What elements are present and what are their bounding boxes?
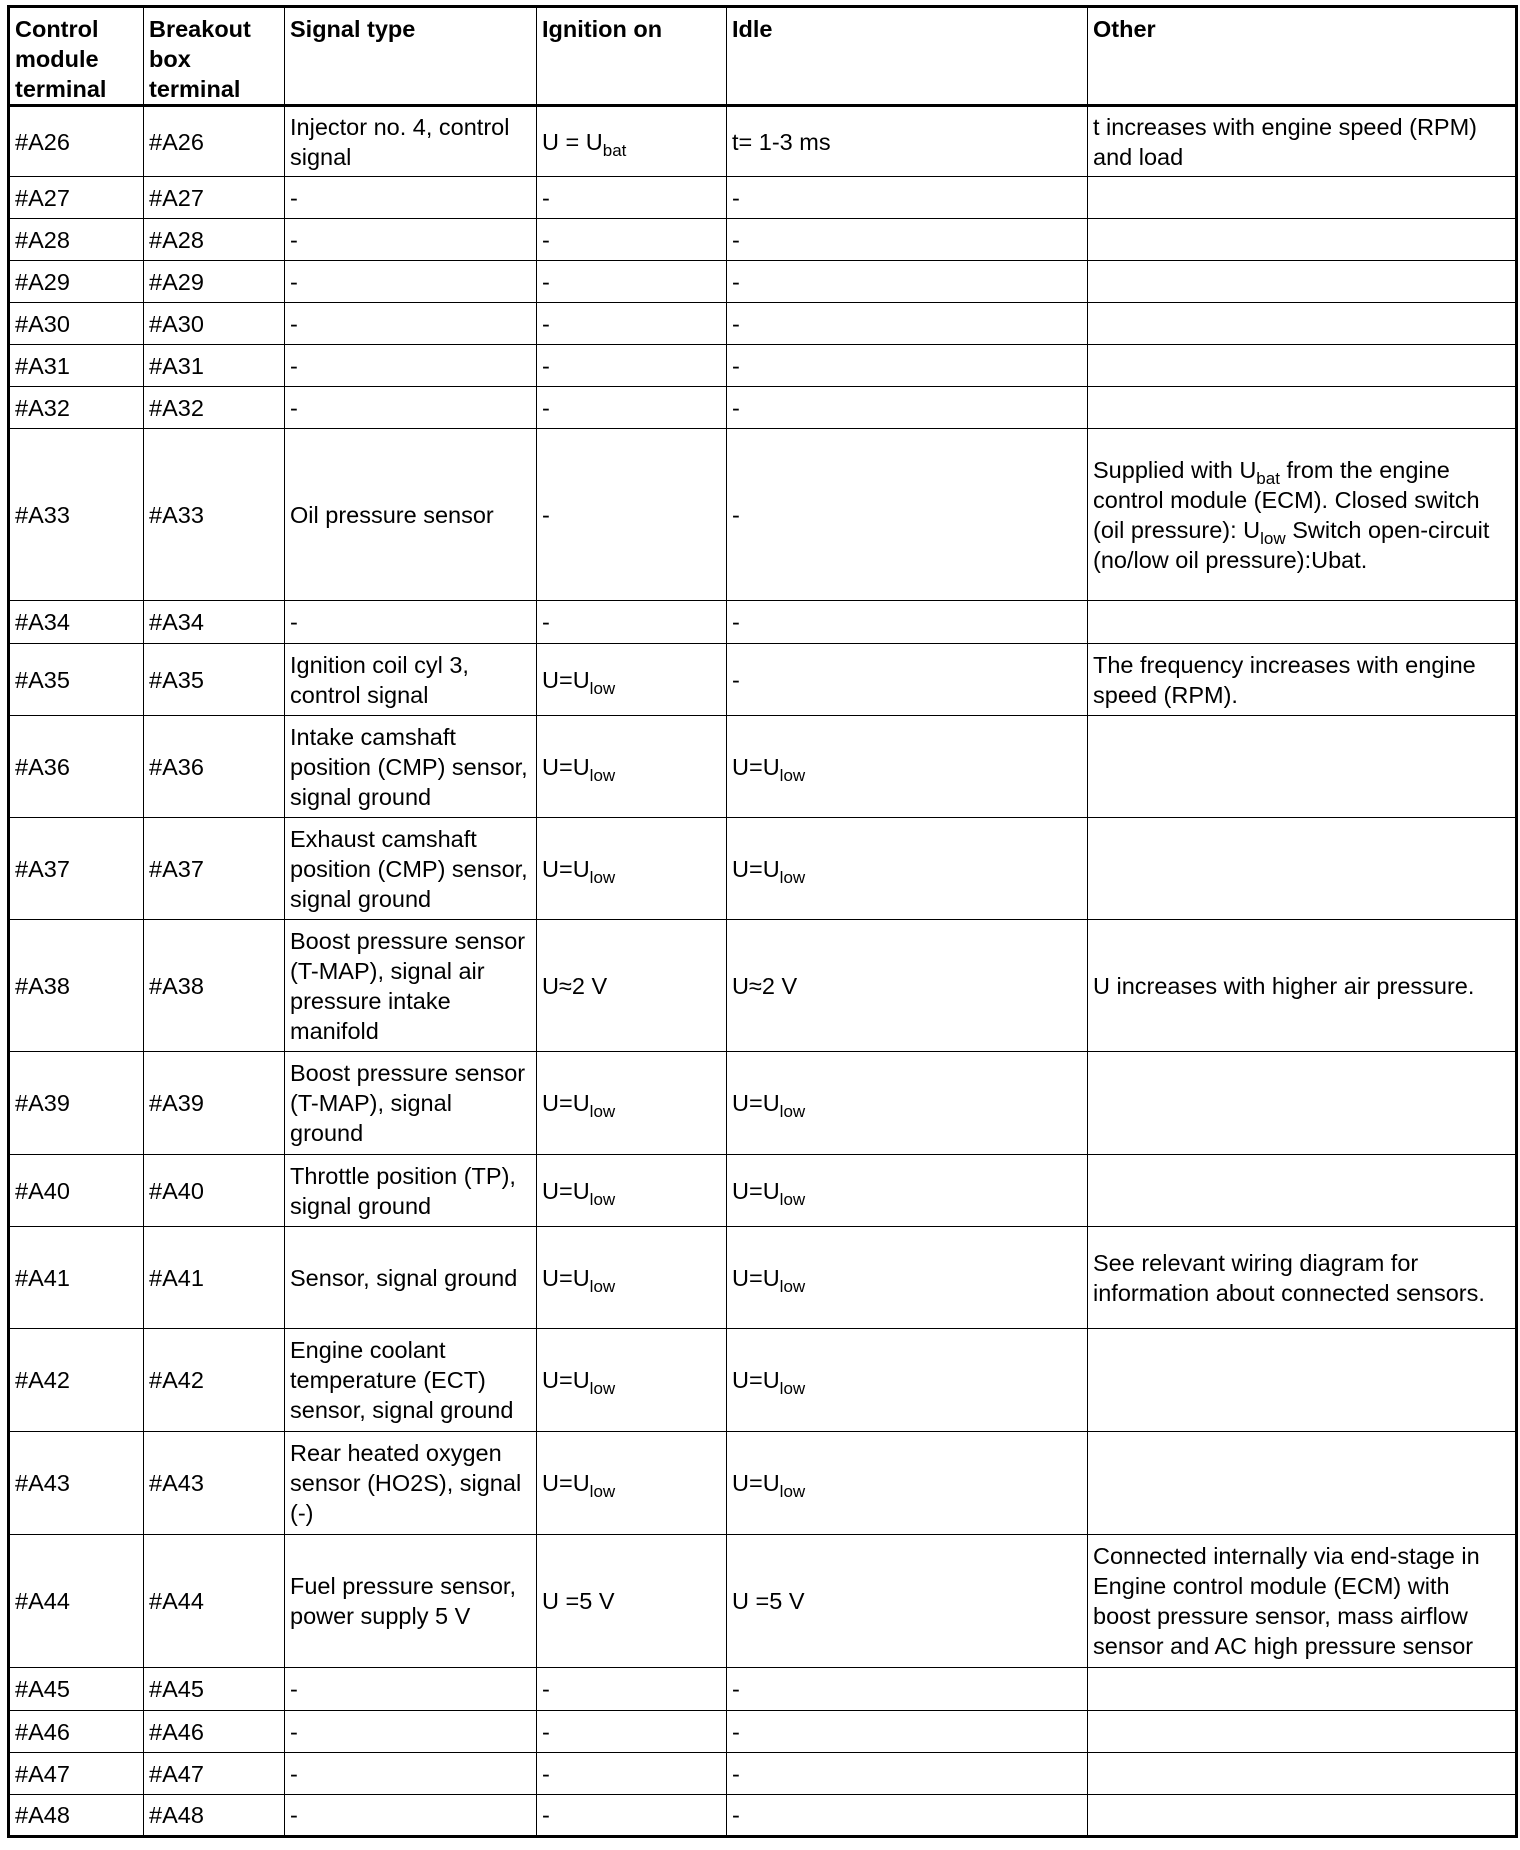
cell-ignition-on xyxy=(537,1432,727,1535)
cell-other xyxy=(1088,1795,1517,1837)
cell-ignition-on xyxy=(537,1052,727,1155)
subscript-text: low xyxy=(589,1276,616,1296)
cell-ignition-on xyxy=(537,1795,727,1837)
cell-ignition-on xyxy=(537,106,727,177)
cell-idle xyxy=(727,1795,1088,1837)
cell-text: U = U xyxy=(542,128,603,155)
cell-breakout-box-terminal: #A43 xyxy=(144,1432,285,1535)
table-row xyxy=(9,1052,1517,1155)
cell-breakout-box-terminal: #A31 xyxy=(144,345,285,387)
subscript-text: low xyxy=(589,867,616,887)
table-row xyxy=(9,1155,1517,1227)
table-row xyxy=(9,261,1517,303)
cell-text: - xyxy=(732,609,740,635)
cell-text: - xyxy=(542,609,550,635)
cell-idle xyxy=(727,716,1088,818)
cell-idle xyxy=(727,345,1088,387)
cell-control-module-terminal: #A35 xyxy=(9,644,144,716)
cell-other xyxy=(1088,644,1517,716)
cell-idle xyxy=(727,818,1088,920)
cell-control-module-terminal: #A26 xyxy=(9,106,144,177)
cell-text: from the engine control module (ECM). Closed switch (oil pressure): U xyxy=(1093,456,1480,543)
cell-control-module-terminal: #A41 xyxy=(9,1227,144,1329)
subscript-text: low xyxy=(589,1481,616,1501)
cell-text: - xyxy=(542,268,550,295)
cell-other xyxy=(1088,601,1517,644)
subscript-text: bat xyxy=(1256,468,1280,488)
cell-text: - xyxy=(732,1718,740,1745)
pinout-table xyxy=(7,5,1518,1838)
cell-signal-type: Intake camshaft position (CMP) sensor, signal ground xyxy=(285,716,537,818)
cell-other xyxy=(1088,818,1517,920)
cell-breakout-box-terminal: #A37 xyxy=(144,818,285,920)
cell-ignition-on xyxy=(537,644,727,716)
cell-control-module-terminal: #A47 xyxy=(9,1753,144,1795)
cell-signal-type: Throttle position (TP), signal ground xyxy=(285,1155,537,1227)
table-row xyxy=(9,920,1517,1052)
cell-other xyxy=(1088,106,1517,177)
cell-ignition-on xyxy=(537,1329,727,1432)
pinout-sheet xyxy=(7,5,1515,1838)
cell-signal-type: Fuel pressure sensor, power supply 5 V xyxy=(285,1535,537,1668)
cell-text: - xyxy=(542,310,550,337)
cell-text: U=U xyxy=(732,1177,780,1204)
cell-signal-type: - xyxy=(285,303,537,345)
cell-text: - xyxy=(732,1802,740,1828)
cell-other xyxy=(1088,177,1517,219)
cell-ignition-on xyxy=(537,387,727,429)
cell-text: - xyxy=(542,184,550,211)
cell-idle xyxy=(727,1711,1088,1753)
cell-breakout-box-terminal: #A27 xyxy=(144,177,285,219)
cell-signal-type: - xyxy=(285,387,537,429)
cell-signal-type: Exhaust camshaft position (CMP) sensor, signal ground xyxy=(285,818,537,920)
table-row xyxy=(9,1753,1517,1795)
cell-text: U=U xyxy=(732,1090,780,1116)
table-row xyxy=(9,716,1517,818)
header-breakout-box-terminal: Breakout box terminal xyxy=(144,7,285,106)
cell-control-module-terminal: #A37 xyxy=(9,818,144,920)
cell-signal-type: - xyxy=(285,261,537,303)
cell-control-module-terminal: #A48 xyxy=(9,1795,144,1837)
cell-text: - xyxy=(542,501,550,528)
table-row xyxy=(9,1535,1517,1668)
cell-breakout-box-terminal: #A30 xyxy=(144,303,285,345)
table-row xyxy=(9,387,1517,429)
cell-control-module-terminal: #A36 xyxy=(9,716,144,818)
cell-ignition-on xyxy=(537,429,727,601)
cell-text: - xyxy=(732,226,740,253)
cell-idle xyxy=(727,1329,1088,1432)
cell-signal-type: - xyxy=(285,345,537,387)
cell-control-module-terminal: #A38 xyxy=(9,920,144,1052)
cell-breakout-box-terminal: #A46 xyxy=(144,1711,285,1753)
cell-breakout-box-terminal: #A41 xyxy=(144,1227,285,1329)
cell-breakout-box-terminal: #A39 xyxy=(144,1052,285,1155)
cell-text: U=U xyxy=(732,1264,780,1291)
cell-text: - xyxy=(732,352,740,379)
cell-breakout-box-terminal: #A28 xyxy=(144,219,285,261)
table-row xyxy=(9,1711,1517,1753)
cell-idle xyxy=(727,177,1088,219)
cell-other xyxy=(1088,1155,1517,1227)
cell-idle xyxy=(727,1155,1088,1227)
table-row xyxy=(9,345,1517,387)
cell-other xyxy=(1088,429,1517,601)
cell-signal-type: Boost pressure sensor (T-MAP), signal ground xyxy=(285,1052,537,1155)
table-row xyxy=(9,644,1517,716)
cell-control-module-terminal: #A42 xyxy=(9,1329,144,1432)
cell-other xyxy=(1088,345,1517,387)
cell-other xyxy=(1088,1535,1517,1668)
cell-ignition-on xyxy=(537,1711,727,1753)
cell-text: - xyxy=(542,1676,550,1702)
cell-breakout-box-terminal: #A34 xyxy=(144,601,285,644)
cell-idle xyxy=(727,303,1088,345)
cell-text: Connected internally via end-stage in Engine control module (ECM) with boost pressure sensor, mass airflow sensor and AC high pressure sensor xyxy=(1093,1543,1480,1659)
table-row xyxy=(9,1432,1517,1535)
cell-text: The frequency increases with engine speed (RPM). xyxy=(1093,651,1476,708)
cell-text: U=U xyxy=(542,1367,590,1393)
cell-ignition-on xyxy=(537,219,727,261)
header-ignition-on: Ignition on xyxy=(537,7,727,106)
cell-ignition-on xyxy=(537,1155,727,1227)
cell-breakout-box-terminal: #A42 xyxy=(144,1329,285,1432)
table-row xyxy=(9,1668,1517,1711)
cell-text: - xyxy=(732,501,740,528)
cell-other xyxy=(1088,1711,1517,1753)
cell-text: U=U xyxy=(542,855,590,882)
cell-other xyxy=(1088,1227,1517,1329)
header-idle: Idle xyxy=(727,7,1088,106)
cell-ignition-on xyxy=(537,1668,727,1711)
cell-ignition-on xyxy=(537,1227,727,1329)
table-row xyxy=(9,177,1517,219)
cell-breakout-box-terminal: #A47 xyxy=(144,1753,285,1795)
cell-breakout-box-terminal: #A45 xyxy=(144,1668,285,1711)
cell-control-module-terminal: #A43 xyxy=(9,1432,144,1535)
cell-text: U≈2 V xyxy=(732,972,798,999)
cell-text: U=U xyxy=(732,753,780,780)
cell-signal-type: Rear heated oxygen sensor (HO2S), signal (-) xyxy=(285,1432,537,1535)
header-signal-type: Signal type xyxy=(285,7,537,106)
cell-idle xyxy=(727,106,1088,177)
cell-control-module-terminal: #A31 xyxy=(9,345,144,387)
subscript-text: low xyxy=(779,867,806,887)
cell-control-module-terminal: #A40 xyxy=(9,1155,144,1227)
cell-text: U=U xyxy=(732,855,780,882)
cell-breakout-box-terminal: #A38 xyxy=(144,920,285,1052)
cell-signal-type: Injector no. 4, control signal xyxy=(285,106,537,177)
cell-ignition-on xyxy=(537,716,727,818)
cell-other xyxy=(1088,1329,1517,1432)
cell-control-module-terminal: #A29 xyxy=(9,261,144,303)
subscript-text: low xyxy=(779,1481,806,1501)
header-control-module-terminal: Control module terminal xyxy=(9,7,144,106)
cell-idle xyxy=(727,219,1088,261)
cell-signal-type: Boost pressure sensor (T-MAP), signal air pressure intake manifold xyxy=(285,920,537,1052)
table-row xyxy=(9,1329,1517,1432)
cell-text: - xyxy=(732,394,740,421)
cell-ignition-on xyxy=(537,601,727,644)
cell-control-module-terminal: #A30 xyxy=(9,303,144,345)
cell-ignition-on xyxy=(537,1535,727,1668)
cell-idle xyxy=(727,261,1088,303)
cell-control-module-terminal: #A44 xyxy=(9,1535,144,1668)
cell-other xyxy=(1088,1753,1517,1795)
cell-text: - xyxy=(542,226,550,253)
table-row xyxy=(9,106,1517,177)
cell-text: - xyxy=(732,666,740,693)
cell-text: - xyxy=(542,1802,550,1828)
cell-ignition-on xyxy=(537,177,727,219)
cell-signal-type: - xyxy=(285,601,537,644)
cell-control-module-terminal: #A46 xyxy=(9,1711,144,1753)
cell-other xyxy=(1088,920,1517,1052)
table-row xyxy=(9,818,1517,920)
cell-text: U=U xyxy=(542,753,590,780)
cell-control-module-terminal: #A32 xyxy=(9,387,144,429)
subscript-text: low xyxy=(779,1101,806,1121)
table-row xyxy=(9,303,1517,345)
cell-signal-type: - xyxy=(285,1795,537,1837)
cell-text: - xyxy=(542,394,550,421)
cell-text: U =5 V xyxy=(542,1588,615,1614)
subscript-text: low xyxy=(589,678,616,698)
cell-text: U=U xyxy=(542,1264,590,1291)
cell-breakout-box-terminal: #A36 xyxy=(144,716,285,818)
cell-breakout-box-terminal: #A48 xyxy=(144,1795,285,1837)
table-row xyxy=(9,1795,1517,1837)
table-row xyxy=(9,1227,1517,1329)
cell-breakout-box-terminal: #A40 xyxy=(144,1155,285,1227)
cell-text: U=U xyxy=(732,1367,780,1393)
cell-ignition-on xyxy=(537,345,727,387)
cell-breakout-box-terminal: #A26 xyxy=(144,106,285,177)
cell-signal-type: Oil pressure sensor xyxy=(285,429,537,601)
cell-idle xyxy=(727,601,1088,644)
cell-text: - xyxy=(732,184,740,211)
cell-control-module-terminal: #A28 xyxy=(9,219,144,261)
subscript-text: low xyxy=(589,1101,616,1121)
cell-text: U=U xyxy=(542,666,590,693)
cell-idle xyxy=(727,644,1088,716)
cell-text: - xyxy=(542,1718,550,1745)
table-body xyxy=(9,106,1517,1837)
cell-idle xyxy=(727,387,1088,429)
cell-idle xyxy=(727,1753,1088,1795)
cell-idle xyxy=(727,1668,1088,1711)
cell-other xyxy=(1088,716,1517,818)
table-row xyxy=(9,429,1517,601)
cell-text: - xyxy=(542,352,550,379)
cell-signal-type: - xyxy=(285,177,537,219)
cell-text: - xyxy=(732,1760,740,1787)
cell-idle xyxy=(727,1227,1088,1329)
subscript-text: low xyxy=(779,1378,806,1398)
cell-ignition-on xyxy=(537,261,727,303)
cell-other xyxy=(1088,1432,1517,1535)
cell-idle xyxy=(727,429,1088,601)
cell-other xyxy=(1088,261,1517,303)
table-row xyxy=(9,219,1517,261)
cell-other xyxy=(1088,1052,1517,1155)
subscript-text: bat xyxy=(602,140,627,160)
cell-text: U=U xyxy=(542,1177,590,1204)
cell-ignition-on xyxy=(537,818,727,920)
cell-signal-type: - xyxy=(285,1668,537,1711)
cell-control-module-terminal: #A45 xyxy=(9,1668,144,1711)
cell-signal-type: - xyxy=(285,1753,537,1795)
cell-other xyxy=(1088,219,1517,261)
cell-control-module-terminal: #A33 xyxy=(9,429,144,601)
cell-text: U≈2 V xyxy=(542,972,608,999)
subscript-text: low xyxy=(589,765,616,785)
subscript-text: low xyxy=(779,765,806,785)
table-header-row xyxy=(9,7,1517,106)
cell-breakout-box-terminal: #A32 xyxy=(144,387,285,429)
cell-signal-type: - xyxy=(285,1711,537,1753)
cell-text: Switch open-circuit (no/low oil pressure):Ubat. xyxy=(1093,516,1490,573)
cell-breakout-box-terminal: #A29 xyxy=(144,261,285,303)
cell-other xyxy=(1088,387,1517,429)
cell-signal-type: - xyxy=(285,219,537,261)
cell-signal-type: Sensor, signal ground xyxy=(285,1227,537,1329)
cell-idle xyxy=(727,1052,1088,1155)
subscript-text: low xyxy=(589,1189,616,1209)
cell-control-module-terminal: #A34 xyxy=(9,601,144,644)
cell-text: t increases with engine speed (RPM) and load xyxy=(1093,113,1478,170)
cell-control-module-terminal: #A27 xyxy=(9,177,144,219)
cell-signal-type: Engine coolant temperature (ECT) sensor, signal ground xyxy=(285,1329,537,1432)
table-row xyxy=(9,601,1517,644)
cell-control-module-terminal: #A39 xyxy=(9,1052,144,1155)
cell-idle xyxy=(727,920,1088,1052)
subscript-text: low xyxy=(1260,528,1286,548)
cell-text: U =5 V xyxy=(732,1588,805,1614)
cell-ignition-on xyxy=(537,1753,727,1795)
cell-text: U=U xyxy=(542,1470,590,1496)
cell-idle xyxy=(727,1432,1088,1535)
subscript-text: low xyxy=(779,1189,806,1209)
cell-ignition-on xyxy=(537,920,727,1052)
cell-text: U=U xyxy=(542,1090,590,1116)
cell-idle xyxy=(727,1535,1088,1668)
cell-other xyxy=(1088,303,1517,345)
cell-text: U increases with higher air pressure. xyxy=(1093,972,1475,999)
subscript-text: low xyxy=(589,1378,616,1398)
cell-breakout-box-terminal: #A35 xyxy=(144,644,285,716)
cell-text: U=U xyxy=(732,1470,780,1496)
header-other: Other xyxy=(1088,7,1517,106)
cell-text: - xyxy=(732,310,740,337)
cell-other xyxy=(1088,1668,1517,1711)
cell-text: - xyxy=(542,1760,550,1787)
cell-text: t= 1-3 ms xyxy=(732,128,831,155)
cell-breakout-box-terminal: #A33 xyxy=(144,429,285,601)
cell-ignition-on xyxy=(537,303,727,345)
cell-text: Supplied with U xyxy=(1093,456,1257,483)
cell-text: See relevant wiring diagram for information about connected sensors. xyxy=(1093,1249,1485,1306)
cell-breakout-box-terminal: #A44 xyxy=(144,1535,285,1668)
cell-text: - xyxy=(732,268,740,295)
cell-text: - xyxy=(732,1676,740,1702)
cell-signal-type: Ignition coil cyl 3, control signal xyxy=(285,644,537,716)
subscript-text: low xyxy=(779,1276,806,1296)
